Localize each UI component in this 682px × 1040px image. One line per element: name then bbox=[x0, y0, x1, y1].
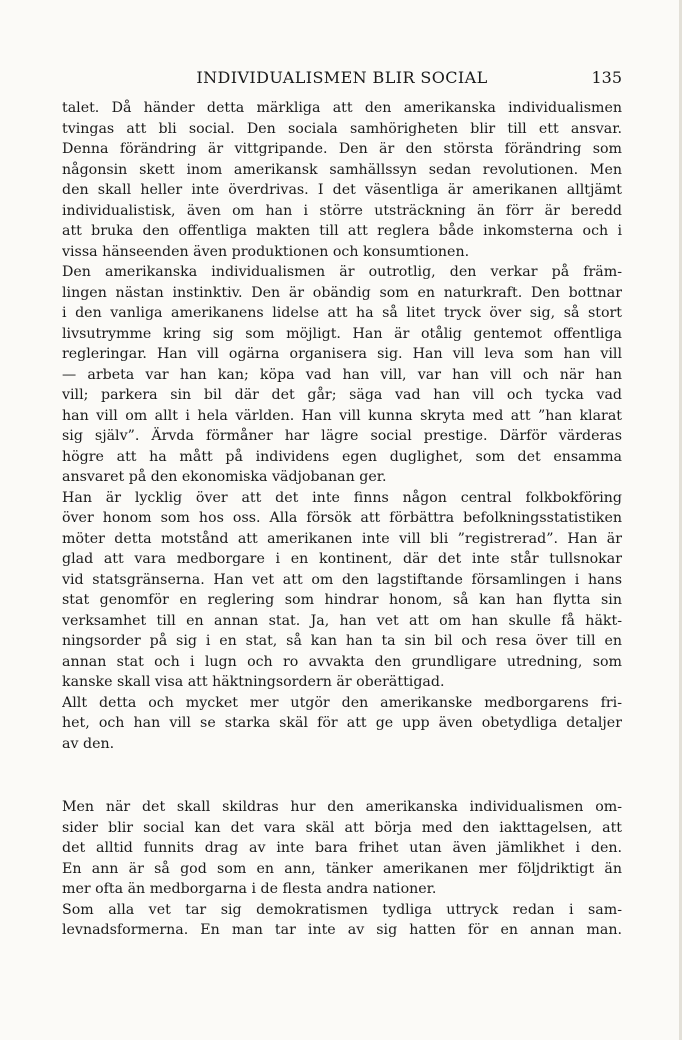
running-title: INDIVIDUALISMEN BLIR SOCIAL bbox=[196, 68, 488, 87]
text-line: stat genomför en reglering som hindrar honom, så kan han flytta sin bbox=[62, 592, 622, 608]
text-line: vill; parkera sin bil där det går; säga vad han vill och tycka vad bbox=[62, 387, 622, 403]
text-line: het, och han vill se starka skäl för att ge upp även obetydliga detaljer bbox=[62, 715, 622, 731]
text-line: i den vanliga amerikanens lidelse att ha så litet tryck över sig, så stort bbox=[62, 305, 622, 321]
text-line: någonsin skett inom amerikansk samhällssyn sedan revolutionen. Men bbox=[62, 161, 622, 178]
text-line: ningsorder på sig i en stat, så kan han ta sin bil och resa över till en bbox=[62, 633, 622, 649]
text-line: vissa hänseenden även produktionen och konsumtionen. bbox=[62, 243, 470, 260]
text-line: Han är lycklig över att det inte finns någon central folkbokföring bbox=[62, 489, 622, 506]
paragraph bbox=[62, 98, 622, 262]
body-text bbox=[62, 98, 622, 941]
text-line: regleringar. Han vill ogärna organisera sig. Han vill leva som han vill bbox=[62, 346, 622, 362]
text-line: mer ofta än medborgarna i de flesta andra nationer. bbox=[62, 881, 437, 897]
text-line: tvingas att bli social. Den sociala samhörigheten blir till ett ansvar. bbox=[62, 120, 622, 137]
text-line: — arbeta var han kan; köpa vad han vill, var han vill och när han bbox=[62, 366, 622, 383]
paragraph bbox=[62, 488, 622, 693]
text-line: livsutrymme kring sig som möjligt. Han är otålig gentemot offentliga bbox=[62, 325, 622, 342]
text-line: vid statsgränserna. Han vet att om den lagstiftande församlingen i hans bbox=[62, 571, 622, 588]
text-line: En ann är så god som en ann, tänker amerikanen mer följdriktigt än bbox=[62, 860, 622, 877]
text-line: sig själv”. Ärvda förmåner har lägre social prestige. Därför värderas bbox=[62, 428, 622, 444]
text-line: talet. Då händer detta märkliga att den amerikanska individualismen bbox=[62, 100, 622, 116]
text-line: verksamhet till en annan stat. Ja, han vet att om han skulle få häkt- bbox=[62, 612, 622, 629]
text-line: lingen nästan instinktiv. Den är obändig som en naturkraft. Den bottnar bbox=[62, 284, 622, 301]
text-line: att bruka den offentliga makten till att reglera både inkomsterna och i bbox=[62, 223, 622, 239]
text-line: ansvaret på den ekonomiska vädjobanan ger. bbox=[62, 469, 387, 485]
text-line: det alltid funnits drag av inte bara frihet utan även jämlikhet i den. bbox=[62, 840, 622, 856]
text-line: individualistisk, även om han i större utsträckning än förr är beredd bbox=[62, 202, 622, 219]
paragraph bbox=[62, 262, 622, 488]
text-line: annan stat och i lugn och ro avvakta den grundligare utredning, som bbox=[62, 653, 622, 670]
text-line: sider blir social kan det vara skäl att börja med den iakttagelsen, att bbox=[62, 819, 622, 836]
text-line: Denna förändring är vittgripande. Den är den största förändring som bbox=[62, 141, 622, 157]
paragraph bbox=[62, 693, 622, 755]
text-line: Allt detta och mycket mer utgör den amerikanske medborgarens fri- bbox=[62, 694, 622, 711]
text-line: kanske skall visa att häktningsordern är oberättigad. bbox=[62, 674, 445, 690]
page-number: 135 bbox=[591, 68, 622, 87]
text-line: av den. bbox=[62, 735, 115, 752]
section-gap bbox=[62, 754, 622, 797]
page-header bbox=[62, 64, 622, 88]
paragraph bbox=[62, 900, 622, 941]
text-line: Den amerikanska individualismen är outrotlig, den verkar på främ- bbox=[62, 264, 622, 280]
text-line: glad att vara medborgare i en kontinent, där det inte står tullsnokar bbox=[62, 551, 622, 567]
paragraph bbox=[62, 797, 622, 900]
text-line: Men när det skall skildras hur den amerikanska individualismen om- bbox=[62, 799, 622, 815]
text-line: han vill om allt i hela världen. Han vill kunna skryta med att ”han klarat bbox=[62, 407, 622, 424]
text-line: Som alla vet tar sig demokratismen tydliga uttryck redan i sam- bbox=[62, 901, 622, 918]
text-line: levnadsformerna. En man tar inte av sig hatten för en annan man. bbox=[62, 922, 622, 938]
text-line: den skall heller inte överdrivas. I det väsentliga är amerikanen alltjämt bbox=[62, 182, 622, 198]
text-line: högre att ha mått på individens egen duglighet, som det ensamma bbox=[62, 448, 622, 465]
text-line: möter detta motstånd att amerikanen inte vill bli ”registrerad”. Han är bbox=[62, 530, 622, 547]
text-line: över honom som hos oss. Alla försök att förbättra befolkningsstatistiken bbox=[62, 510, 622, 526]
